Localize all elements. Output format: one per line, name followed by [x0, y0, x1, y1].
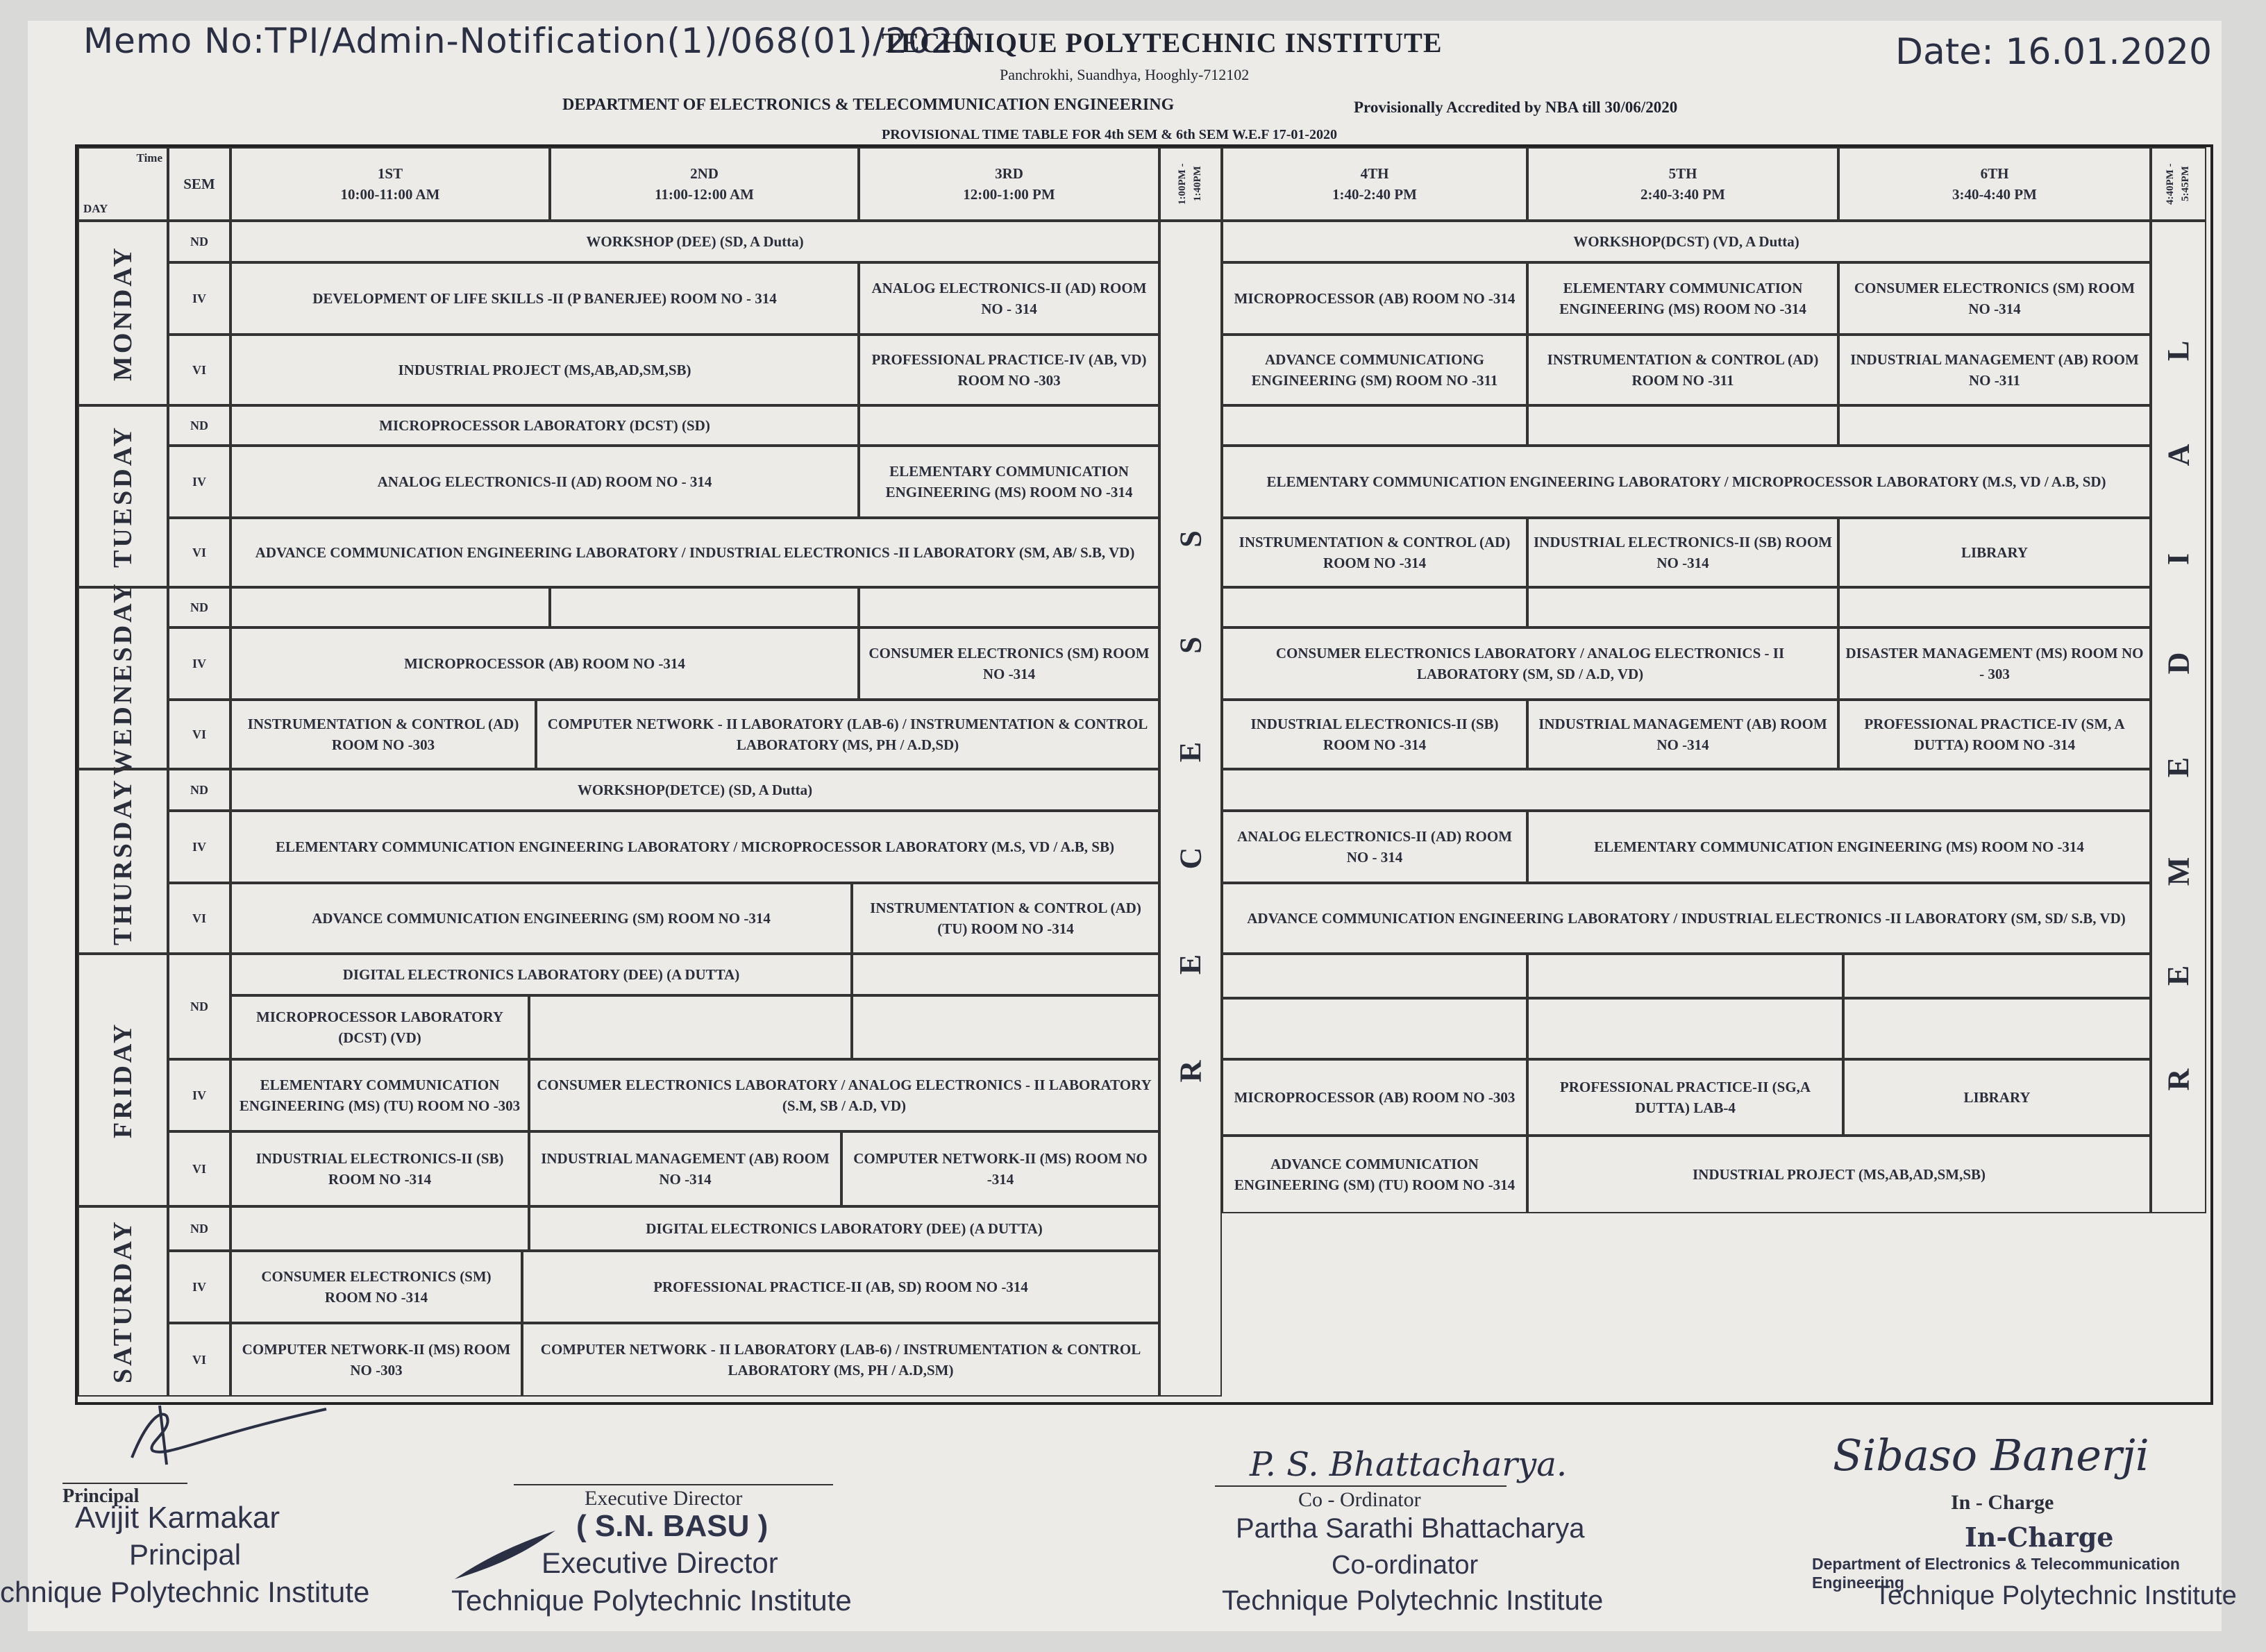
class-cell: INDUSTRIAL ELECTRONICS-II (SB) ROOM NO -314 — [1527, 518, 1838, 587]
empty-cell — [1222, 769, 2151, 811]
executive-line — [514, 1484, 833, 1485]
period-5-header — [1527, 147, 1838, 221]
period-1-header — [230, 147, 550, 221]
class-cell: CONSUMER ELECTRONICS (SM) ROOM NO -314 — [1838, 262, 2151, 335]
sem-header: SEM — [168, 147, 230, 221]
sem-nd: ND — [168, 587, 230, 627]
incharge-stamp-title: In-Charge — [1965, 1522, 2114, 1553]
class-cell: INDUSTRIAL MANAGEMENT (AB) ROOM NO -314 — [1527, 700, 1838, 769]
sem-nd: ND — [168, 221, 230, 262]
class-cell: ANALOG ELECTRONICS-II (AD) ROOM NO - 314 — [1222, 811, 1527, 883]
class-cell: COMPUTER NETWORK-II (MS) ROOM NO -303 — [230, 1323, 522, 1397]
day-saturday: SATURDAY — [108, 1219, 137, 1384]
period-1-name: 1ST — [377, 165, 403, 182]
incharge-label: In - Charge — [1951, 1491, 2054, 1514]
period-4-header — [1222, 147, 1527, 221]
class-cell: LIBRARY — [1838, 518, 2151, 587]
period-6-header — [1838, 147, 2151, 221]
principal-label: Principal — [62, 1485, 140, 1507]
period-3-header — [859, 147, 1159, 221]
day-box — [78, 954, 168, 1206]
class-cell: MICROPROCESSOR LABORATORY (DCST) (SD) — [230, 405, 859, 446]
sem-vi: VI — [168, 883, 230, 954]
incharge-signature: Sibaso Banerji — [1833, 1430, 2149, 1481]
empty-cell — [852, 954, 1159, 995]
sem-vi: VI — [168, 518, 230, 587]
empty-cell — [859, 587, 1159, 627]
period-4-time: 1:40-2:40 PM — [1332, 186, 1417, 203]
coordinator-signature: P. S. Bhattacharya. — [1250, 1445, 1568, 1484]
empty-cell — [1838, 587, 2151, 627]
empty-cell — [1527, 405, 1838, 446]
principal-stamp-name: Avijit Karmakar — [75, 1501, 280, 1535]
principal-signature — [118, 1395, 340, 1472]
recess-time: 1:00PM - 1:40PM — [1177, 163, 1203, 205]
sem-iv: IV — [168, 262, 230, 335]
period-2-header — [550, 147, 859, 221]
accreditation-note: Provisionally Accredited by NBA till 30/06/2020 — [1354, 99, 1678, 116]
class-cell: ELEMENTARY COMMUNICATION ENGINEERING LABORATORY / MICROPROCESSOR LABORATORY (M.S, VD / A.B, SD) — [1222, 446, 2151, 518]
period-1-time: 10:00-11:00 AM — [340, 186, 440, 203]
class-cell: DIGITAL ELECTRONICS LABORATORY (DEE) (A DUTTA) — [230, 954, 852, 995]
class-cell: COMPUTER NETWORK - II LABORATORY (LAB-6) / INSTRUMENTATION & CONTROL LABORATORY (MS, PH / A.D,SM) — [522, 1323, 1159, 1397]
institute-address: Panchrokhi, Suandhya, Hooghly-712102 — [1000, 66, 1250, 83]
class-cell: PROFESSIONAL PRACTICE-II (AB, SD) ROOM NO -314 — [522, 1251, 1159, 1323]
remedial-time-header — [2151, 147, 2206, 221]
coordinator-label: Co - Ordinator — [1298, 1488, 1421, 1511]
sem-nd: ND — [168, 405, 230, 446]
empty-cell — [230, 1206, 529, 1251]
class-cell: WORKSHOP (DEE) (SD, A Dutta) — [230, 221, 1159, 262]
class-cell: WORKSHOP(DCST) (VD, A Dutta) — [1222, 221, 2151, 262]
principal-stamp-title: Principal — [129, 1538, 242, 1571]
sem-nd: ND — [168, 954, 230, 1059]
corner-day: DAY — [83, 202, 108, 216]
class-cell: ELEMENTARY COMMUNICATION ENGINEERING (MS) ROOM NO -314 — [859, 446, 1159, 518]
class-cell: ADVANCE COMMUNICATION ENGINEERING (SM) (TU) ROOM NO -314 — [1222, 1136, 1527, 1213]
class-cell: INDUSTRIAL PROJECT (MS,AB,AD,SM,SB) — [230, 335, 859, 405]
day-wednesday: WEDNESDAY — [108, 581, 137, 775]
empty-cell — [1222, 405, 1527, 446]
class-cell: ELEMENTARY COMMUNICATION ENGINEERING (MS) (TU) ROOM NO -303 — [230, 1059, 529, 1131]
class-cell: LIBRARY — [1843, 1059, 2151, 1136]
executive-label: Executive Director — [585, 1487, 743, 1510]
class-cell: ADVANCE COMMUNICATION ENGINEERING (SM) ROOM NO -314 — [230, 883, 852, 954]
sem-iv: IV — [168, 811, 230, 883]
class-cell: ANALOG ELECTRONICS-II (AD) ROOM NO - 314 — [230, 446, 859, 518]
executive-stamp-inst: Technique Polytechnic Institute — [451, 1584, 852, 1617]
sem-vi: VI — [168, 335, 230, 405]
period-6-name: 6TH — [1980, 165, 2009, 182]
corner-time: Time — [136, 151, 162, 165]
class-cell: CONSUMER ELECTRONICS (SM) ROOM NO -314 — [859, 627, 1159, 700]
incharge-stamp-dept: Department of Electronics & Telecommunication Engineering — [1812, 1555, 2180, 1592]
class-cell: COMPUTER NETWORK-II (MS) ROOM NO -314 — [841, 1131, 1159, 1206]
time-day-corner — [78, 147, 168, 221]
period-6-time: 3:40-4:40 PM — [1952, 186, 2037, 203]
class-cell: ADVANCE COMMUNICATIONG ENGINEERING (SM) ROOM NO -311 — [1222, 335, 1527, 405]
class-cell: INDUSTRIAL MANAGEMENT (AB) ROOM NO -311 — [1838, 335, 2151, 405]
period-3-time: 12:00-1:00 PM — [963, 186, 1055, 203]
empty-cell — [852, 995, 1159, 1059]
day-box — [78, 221, 168, 405]
sem-vi: VI — [168, 1323, 230, 1397]
class-cell: WORKSHOP(DETCE) (SD, A Dutta) — [230, 769, 1159, 811]
sem-nd: ND — [168, 1206, 230, 1251]
remedial-label: L A I D E M E R — [2161, 340, 2196, 1090]
provisional-title: PROVISIONAL TIME TABLE FOR 4th SEM & 6th SEM W.E.F 17-01-2020 — [882, 127, 1338, 142]
class-cell: MICROPROCESSOR LABORATORY (DCST) (VD) — [230, 995, 529, 1059]
period-5-time: 2:40-3:40 PM — [1640, 186, 1725, 203]
class-cell: INSTRUMENTATION & CONTROL (AD) ROOM NO -303 — [230, 700, 536, 769]
class-cell: INDUSTRIAL PROJECT (MS,AB,AD,SM,SB) — [1527, 1136, 2151, 1213]
class-cell: MICROPROCESSOR (AB) ROOM NO -303 — [1222, 1059, 1527, 1136]
empty-cell — [1222, 998, 1527, 1059]
class-cell: INDUSTRIAL ELECTRONICS-II (SB) ROOM NO -314 — [230, 1131, 529, 1206]
remedial-time: 4:40PM - 5:45PM — [2165, 163, 2191, 205]
recess-time-header — [1159, 147, 1222, 221]
class-cell: ADVANCE COMMUNICATION ENGINEERING LABORATORY / INDUSTRIAL ELECTRONICS -II LABORATORY (SM, AB/ S.B, VD) — [230, 518, 1159, 587]
class-cell: ELEMENTARY COMMUNICATION ENGINEERING (MS) ROOM NO -314 — [1527, 811, 2151, 883]
principal-line — [62, 1483, 187, 1484]
period-2-name: 2ND — [690, 165, 719, 182]
class-cell: INDUSTRIAL ELECTRONICS-II (SB) ROOM NO -314 — [1222, 700, 1527, 769]
class-cell: COMPUTER NETWORK - II LABORATORY (LAB-6) / INSTRUMENTATION & CONTROL LABORATORY (MS, PH / A.D,SD) — [536, 700, 1159, 769]
period-4-name: 4TH — [1360, 165, 1389, 182]
class-cell: ADVANCE COMMUNICATION ENGINEERING LABORATORY / INDUSTRIAL ELECTRONICS -II LABORATORY (SM, SD/ S.B, VD) — [1222, 883, 2151, 954]
department-name: DEPARTMENT OF ELECTRONICS & TELECOMMUNICATION ENGINEERING — [562, 96, 1175, 114]
empty-cell — [1527, 587, 1838, 627]
empty-cell — [1843, 954, 2151, 998]
empty-cell — [1222, 587, 1527, 627]
memo-number: Memo No:TPI/Admin-Notification(1)/068(01)/2020 — [83, 21, 977, 61]
class-cell: ELEMENTARY COMMUNICATION ENGINEERING (MS) ROOM NO -314 — [1527, 262, 1838, 335]
sem-nd: ND — [168, 769, 230, 811]
class-cell: DIGITAL ELECTRONICS LABORATORY (DEE) (A DUTTA) — [529, 1206, 1159, 1251]
class-cell: CONSUMER ELECTRONICS (SM) ROOM NO -314 — [230, 1251, 522, 1323]
memo-date: Date: 16.01.2020 — [1895, 31, 2213, 73]
class-cell: DEVELOPMENT OF LIFE SKILLS -II (P BANERJEE) ROOM NO - 314 — [230, 262, 859, 335]
day-box — [78, 1206, 168, 1397]
class-cell: MICROPROCESSOR (AB) ROOM NO -314 — [230, 627, 859, 700]
day-monday: MONDAY — [108, 245, 137, 381]
executive-stamp-name: ( S.N. BASU ) — [576, 1509, 769, 1543]
period-2-time: 11:00-12:00 AM — [655, 186, 754, 203]
recess-label: S S E C E R — [1173, 530, 1208, 1083]
class-cell: PROFESSIONAL PRACTICE-II (SG,A DUTTA) LAB-4 — [1527, 1059, 1843, 1136]
coordinator-stamp-name: Partha Sarathi Bhattacharya — [1236, 1513, 1585, 1544]
class-cell: CONSUMER ELECTRONICS LABORATORY / ANALOG ELECTRONICS - II LABORATORY (SM, SD / A.D, VD) — [1222, 627, 1838, 700]
class-cell: DISASTER MANAGEMENT (MS) ROOM NO - 303 — [1838, 627, 2151, 700]
sem-vi: VI — [168, 700, 230, 769]
class-cell: INDUSTRIAL MANAGEMENT (AB) ROOM NO -314 — [529, 1131, 841, 1206]
empty-cell — [1527, 954, 1843, 998]
incharge-stamp-inst: Technique Polytechnic Institute — [1874, 1581, 2237, 1610]
day-thursday: THURSDAY — [108, 777, 137, 945]
class-cell: INSTRUMENTATION & CONTROL (AD) ROOM NO -311 — [1527, 335, 1838, 405]
institute-name: TECHNIQUE POLYTECHNIC INSTITUTE — [882, 27, 1443, 58]
class-cell: MICROPROCESSOR (AB) ROOM NO -314 — [1222, 262, 1527, 335]
coordinator-stamp-title: Co-ordinator — [1332, 1551, 1479, 1580]
empty-cell — [529, 995, 852, 1059]
class-cell: ANALOG ELECTRONICS-II (AD) ROOM NO - 314 — [859, 262, 1159, 335]
empty-cell — [1838, 405, 2151, 446]
empty-cell — [859, 405, 1159, 446]
class-cell: PROFESSIONAL PRACTICE-IV (SM, A DUTTA) ROOM NO -314 — [1838, 700, 2151, 769]
empty-cell — [550, 587, 859, 627]
sem-vi: VI — [168, 1131, 230, 1206]
sem-iv: IV — [168, 1251, 230, 1323]
empty-cell — [230, 587, 550, 627]
day-box — [78, 405, 168, 587]
period-3-name: 3RD — [995, 165, 1023, 182]
empty-cell — [1843, 998, 2151, 1059]
day-box — [78, 581, 168, 775]
empty-cell — [1222, 954, 1527, 998]
period-5-name: 5TH — [1668, 165, 1697, 182]
empty-cell — [1527, 998, 1843, 1059]
principal-stamp-inst: chnique Polytechnic Institute — [0, 1576, 370, 1608]
day-box — [78, 769, 168, 954]
class-cell: ELEMENTARY COMMUNICATION ENGINEERING LABORATORY / MICROPROCESSOR LABORATORY (M.S, VD / A.B, SB) — [230, 811, 1159, 883]
class-cell: INSTRUMENTATION & CONTROL (AD) ROOM NO -314 — [1222, 518, 1527, 587]
coordinator-stamp-inst: Technique Polytechnic Institute — [1222, 1585, 1604, 1616]
day-friday: FRIDAY — [108, 1021, 137, 1139]
class-cell: PROFESSIONAL PRACTICE-IV (AB, VD) ROOM NO -303 — [859, 335, 1159, 405]
sem-iv: IV — [168, 1059, 230, 1131]
sem-iv: IV — [168, 627, 230, 700]
class-cell: INSTRUMENTATION & CONTROL (AD) (TU) ROOM NO -314 — [852, 883, 1159, 954]
class-cell: CONSUMER ELECTRONICS LABORATORY / ANALOG ELECTRONICS - II LABORATORY (S.M, SB / A.D, VD) — [529, 1059, 1159, 1131]
sem-iv: IV — [168, 446, 230, 518]
coordinator-line — [1215, 1485, 1507, 1487]
day-tuesday: TUESDAY — [108, 424, 137, 568]
executive-stamp-title: Executive Director — [542, 1546, 778, 1579]
